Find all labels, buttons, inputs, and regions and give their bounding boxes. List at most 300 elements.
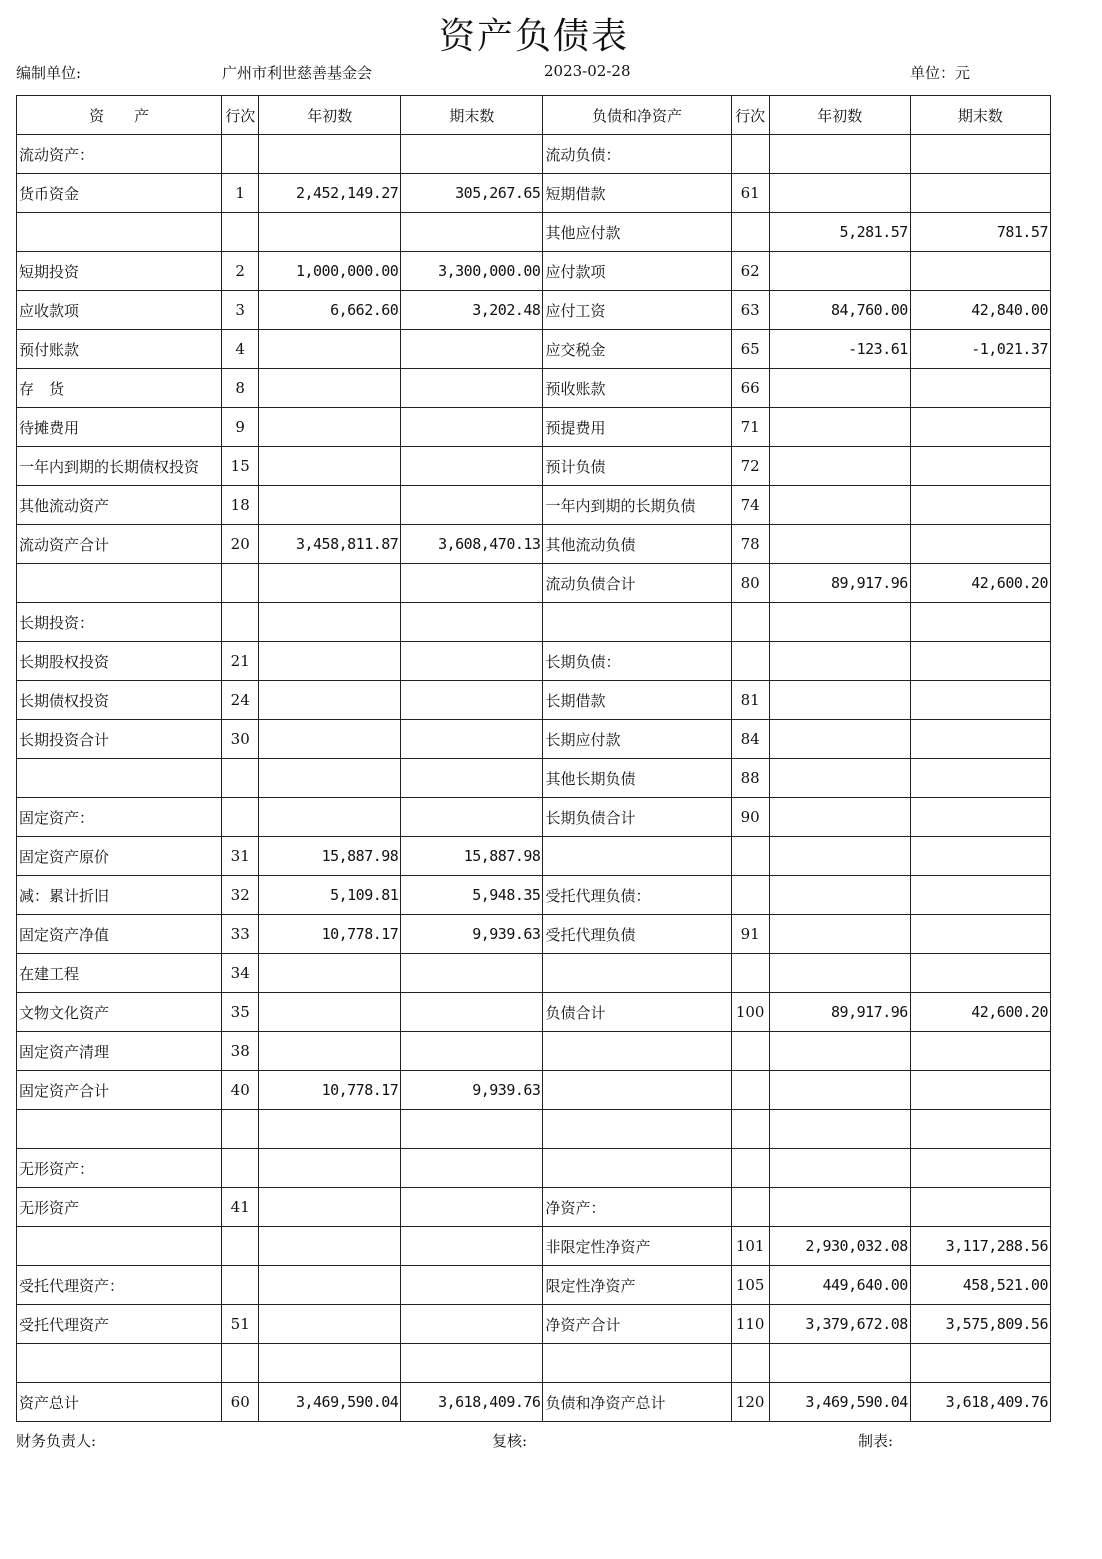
- liability-name-cell: 其他应付款: [543, 213, 731, 252]
- asset-name-cell: 应收款项: [17, 291, 222, 330]
- asset-beginning-cell: 10,778.17: [259, 915, 401, 954]
- liability-ending-cell: [910, 603, 1050, 642]
- table-row: [17, 564, 1051, 603]
- header-assets: 资 产: [17, 96, 222, 135]
- asset-ending-cell: 3,300,000.00: [401, 252, 543, 291]
- liability-line-no-cell: 91: [731, 915, 769, 954]
- liability-line-no-cell: 61: [731, 174, 769, 213]
- asset-ending-cell: 305,267.65: [401, 174, 543, 213]
- asset-name-cell: 资产总计: [17, 1383, 222, 1422]
- liability-beginning-cell: [769, 1344, 910, 1383]
- liability-ending-cell: 42,600.20: [910, 993, 1050, 1032]
- liability-name-cell: 短期借款: [543, 174, 731, 213]
- liability-beginning-cell: [769, 837, 910, 876]
- asset-name-cell: 无形资产: [17, 1188, 222, 1227]
- liability-line-no-cell: 71: [731, 408, 769, 447]
- liability-line-no-cell: 81: [731, 681, 769, 720]
- liability-line-no-cell: [731, 1110, 769, 1149]
- asset-name-cell: [17, 1110, 222, 1149]
- asset-line-no-cell: 24: [222, 681, 259, 720]
- table-row: [17, 369, 1051, 408]
- header-asset-ending: 期末数: [401, 96, 543, 135]
- liability-line-no-cell: [731, 1344, 769, 1383]
- liability-line-no-cell: 120: [731, 1383, 769, 1422]
- liability-line-no-cell: 88: [731, 759, 769, 798]
- liability-beginning-cell: [769, 681, 910, 720]
- asset-beginning-cell: [259, 447, 401, 486]
- liability-name-cell: 预收账款: [543, 369, 731, 408]
- asset-beginning-cell: [259, 720, 401, 759]
- asset-name-cell: 一年内到期的长期债权投资: [17, 447, 222, 486]
- liability-beginning-cell: [769, 603, 910, 642]
- table-row: [17, 1305, 1051, 1344]
- header-asset-beginning: 年初数: [259, 96, 401, 135]
- asset-name-cell: 流动资产合计: [17, 525, 222, 564]
- liability-name-cell: [543, 1344, 731, 1383]
- asset-beginning-cell: 2,452,149.27: [259, 174, 401, 213]
- asset-ending-cell: [401, 1032, 543, 1071]
- liability-beginning-cell: 89,917.96: [769, 564, 910, 603]
- asset-ending-cell: [401, 486, 543, 525]
- liability-beginning-cell: [769, 408, 910, 447]
- asset-name-cell: 固定资产净值: [17, 915, 222, 954]
- liability-beginning-cell: -123.61: [769, 330, 910, 369]
- asset-beginning-cell: [259, 642, 401, 681]
- liability-beginning-cell: [769, 525, 910, 564]
- liability-ending-cell: [910, 1071, 1050, 1110]
- asset-ending-cell: [401, 642, 543, 681]
- asset-line-no-cell: 31: [222, 837, 259, 876]
- liability-ending-cell: [910, 1344, 1050, 1383]
- table-row: [17, 759, 1051, 798]
- liability-beginning-cell: 5,281.57: [769, 213, 910, 252]
- table-row: [17, 330, 1051, 369]
- asset-line-no-cell: 3: [222, 291, 259, 330]
- asset-ending-cell: [401, 447, 543, 486]
- table-row: [17, 1032, 1051, 1071]
- asset-ending-cell: 3,608,470.13: [401, 525, 543, 564]
- asset-line-no-cell: 18: [222, 486, 259, 525]
- asset-name-cell: [17, 1344, 222, 1383]
- liability-line-no-cell: 74: [731, 486, 769, 525]
- liability-name-cell: 长期应付款: [543, 720, 731, 759]
- liability-line-no-cell: [731, 1071, 769, 1110]
- asset-name-cell: 长期股权投资: [17, 642, 222, 681]
- asset-name-cell: 减：累计折旧: [17, 876, 222, 915]
- table-header-row: [17, 96, 1051, 135]
- liability-ending-cell: [910, 135, 1050, 174]
- liability-beginning-cell: [769, 1032, 910, 1071]
- liability-line-no-cell: [731, 954, 769, 993]
- liability-name-cell: 限定性净资产: [543, 1266, 731, 1305]
- liability-name-cell: 一年内到期的长期负债: [543, 486, 731, 525]
- asset-beginning-cell: [259, 1032, 401, 1071]
- asset-name-cell: 文物文化资产: [17, 993, 222, 1032]
- asset-name-cell: 固定资产清理: [17, 1032, 222, 1071]
- table-row: [17, 213, 1051, 252]
- table-row: [17, 876, 1051, 915]
- asset-line-no-cell: 33: [222, 915, 259, 954]
- asset-ending-cell: [401, 213, 543, 252]
- liability-beginning-cell: [769, 174, 910, 213]
- liability-name-cell: [543, 603, 731, 642]
- liability-line-no-cell: 105: [731, 1266, 769, 1305]
- liability-beginning-cell: [769, 447, 910, 486]
- table-row: [17, 1188, 1051, 1227]
- asset-line-no-cell: 41: [222, 1188, 259, 1227]
- asset-line-no-cell: 34: [222, 954, 259, 993]
- liability-line-no-cell: 84: [731, 720, 769, 759]
- table-row: [17, 174, 1051, 213]
- liability-name-cell: 受托代理负债：: [543, 876, 731, 915]
- asset-line-no-cell: [222, 1110, 259, 1149]
- liability-beginning-cell: [769, 252, 910, 291]
- liability-ending-cell: [910, 408, 1050, 447]
- liability-name-cell: 长期负债合计: [543, 798, 731, 837]
- asset-beginning-cell: [259, 603, 401, 642]
- asset-beginning-cell: 6,662.60: [259, 291, 401, 330]
- liability-ending-cell: [910, 1188, 1050, 1227]
- liability-beginning-cell: [769, 876, 910, 915]
- asset-beginning-cell: 1,000,000.00: [259, 252, 401, 291]
- reviewer-label: 复核:: [492, 1432, 528, 1450]
- liability-name-cell: 预计负债: [543, 447, 731, 486]
- table-row: [17, 954, 1051, 993]
- table-row: [17, 798, 1051, 837]
- liability-beginning-cell: 3,379,672.08: [769, 1305, 910, 1344]
- liability-beginning-cell: [769, 369, 910, 408]
- asset-beginning-cell: 10,778.17: [259, 1071, 401, 1110]
- liability-line-no-cell: [731, 1032, 769, 1071]
- asset-beginning-cell: [259, 954, 401, 993]
- liability-beginning-cell: 449,640.00: [769, 1266, 910, 1305]
- liability-ending-cell: [910, 1032, 1050, 1071]
- asset-ending-cell: [401, 1227, 543, 1266]
- asset-name-cell: 预付账款: [17, 330, 222, 369]
- asset-beginning-cell: 5,109.81: [259, 876, 401, 915]
- liability-name-cell: 长期借款: [543, 681, 731, 720]
- liability-ending-cell: 781.57: [910, 213, 1050, 252]
- asset-name-cell: 短期投资: [17, 252, 222, 291]
- asset-name-cell: 受托代理资产：: [17, 1266, 222, 1305]
- asset-ending-cell: 5,948.35: [401, 876, 543, 915]
- liability-name-cell: 应交税金: [543, 330, 731, 369]
- liability-beginning-cell: [769, 954, 910, 993]
- liability-ending-cell: [910, 720, 1050, 759]
- table-row: [17, 720, 1051, 759]
- asset-ending-cell: [401, 1344, 543, 1383]
- liability-ending-cell: [910, 1149, 1050, 1188]
- table-row: [17, 1383, 1051, 1422]
- liability-ending-cell: [910, 837, 1050, 876]
- liability-ending-cell: [910, 369, 1050, 408]
- liability-name-cell: 负债合计: [543, 993, 731, 1032]
- liability-ending-cell: 458,521.00: [910, 1266, 1050, 1305]
- liability-ending-cell: [910, 174, 1050, 213]
- liability-name-cell: 负债和净资产总计: [543, 1383, 731, 1422]
- asset-ending-cell: 9,939.63: [401, 1071, 543, 1110]
- asset-line-no-cell: 4: [222, 330, 259, 369]
- table-row: [17, 1266, 1051, 1305]
- liability-line-no-cell: 78: [731, 525, 769, 564]
- asset-ending-cell: [401, 564, 543, 603]
- liability-line-no-cell: [731, 213, 769, 252]
- liability-line-no-cell: 110: [731, 1305, 769, 1344]
- liability-name-cell: 其他流动负债: [543, 525, 731, 564]
- asset-name-cell: 其他流动资产: [17, 486, 222, 525]
- liability-line-no-cell: [731, 642, 769, 681]
- liability-line-no-cell: 101: [731, 1227, 769, 1266]
- liability-ending-cell: [910, 681, 1050, 720]
- liability-name-cell: 预提费用: [543, 408, 731, 447]
- asset-line-no-cell: 15: [222, 447, 259, 486]
- asset-beginning-cell: 3,458,811.87: [259, 525, 401, 564]
- asset-line-no-cell: [222, 135, 259, 174]
- asset-line-no-cell: 8: [222, 369, 259, 408]
- liability-line-no-cell: [731, 1188, 769, 1227]
- liability-ending-cell: [910, 954, 1050, 993]
- asset-ending-cell: [401, 603, 543, 642]
- org-label: 编制单位:: [16, 64, 82, 82]
- asset-line-no-cell: [222, 603, 259, 642]
- liability-beginning-cell: [769, 1110, 910, 1149]
- liability-ending-cell: 42,840.00: [910, 291, 1050, 330]
- liability-ending-cell: 3,117,288.56: [910, 1227, 1050, 1266]
- liability-line-no-cell: [731, 1149, 769, 1188]
- table-row: [17, 915, 1051, 954]
- liability-ending-cell: [910, 642, 1050, 681]
- liability-name-cell: 受托代理负债: [543, 915, 731, 954]
- table-row: [17, 1071, 1051, 1110]
- liability-beginning-cell: [769, 720, 910, 759]
- liability-name-cell: [543, 1110, 731, 1149]
- liability-beginning-cell: [769, 486, 910, 525]
- asset-beginning-cell: [259, 1344, 401, 1383]
- table-row: [17, 1344, 1051, 1383]
- asset-line-no-cell: 51: [222, 1305, 259, 1344]
- asset-beginning-cell: [259, 1227, 401, 1266]
- asset-line-no-cell: 20: [222, 525, 259, 564]
- asset-beginning-cell: [259, 1110, 401, 1149]
- asset-beginning-cell: [259, 330, 401, 369]
- table-row: [17, 642, 1051, 681]
- header-liabilities: 负债和净资产: [543, 96, 731, 135]
- asset-ending-cell: [401, 1305, 543, 1344]
- liability-name-cell: 应付款项: [543, 252, 731, 291]
- asset-ending-cell: [401, 681, 543, 720]
- asset-line-no-cell: [222, 213, 259, 252]
- asset-beginning-cell: [259, 1188, 401, 1227]
- liability-beginning-cell: [769, 915, 910, 954]
- liability-line-no-cell: [731, 876, 769, 915]
- liability-line-no-cell: [731, 603, 769, 642]
- liability-name-cell: [543, 1032, 731, 1071]
- asset-beginning-cell: [259, 369, 401, 408]
- org-name: 广州市利世慈善基金会: [222, 64, 373, 82]
- asset-beginning-cell: [259, 993, 401, 1032]
- asset-beginning-cell: [259, 135, 401, 174]
- table-row: [17, 408, 1051, 447]
- asset-beginning-cell: 3,469,590.04: [259, 1383, 401, 1422]
- liability-name-cell: 净资产：: [543, 1188, 731, 1227]
- table-row: [17, 837, 1051, 876]
- asset-ending-cell: 3,618,409.76: [401, 1383, 543, 1422]
- liability-ending-cell: 3,575,809.56: [910, 1305, 1050, 1344]
- liability-name-cell: [543, 837, 731, 876]
- asset-ending-cell: [401, 1266, 543, 1305]
- asset-ending-cell: [401, 135, 543, 174]
- asset-line-no-cell: [222, 564, 259, 603]
- liability-beginning-cell: 89,917.96: [769, 993, 910, 1032]
- asset-beginning-cell: [259, 408, 401, 447]
- asset-beginning-cell: [259, 213, 401, 252]
- asset-name-cell: 待摊费用: [17, 408, 222, 447]
- asset-beginning-cell: [259, 1149, 401, 1188]
- table-row: [17, 447, 1051, 486]
- asset-ending-cell: [401, 369, 543, 408]
- liability-line-no-cell: 65: [731, 330, 769, 369]
- asset-ending-cell: 3,202.48: [401, 291, 543, 330]
- liability-name-cell: 流动负债合计: [543, 564, 731, 603]
- table-row: [17, 291, 1051, 330]
- asset-name-cell: 无形资产：: [17, 1149, 222, 1188]
- liability-ending-cell: [910, 447, 1050, 486]
- report-date: 2023-02-28: [544, 62, 631, 80]
- liability-line-no-cell: 90: [731, 798, 769, 837]
- asset-line-no-cell: [222, 759, 259, 798]
- liability-name-cell: 其他长期负债: [543, 759, 731, 798]
- asset-name-cell: 固定资产合计: [17, 1071, 222, 1110]
- asset-name-cell: 固定资产原价: [17, 837, 222, 876]
- liability-ending-cell: -1,021.37: [910, 330, 1050, 369]
- asset-name-cell: 固定资产：: [17, 798, 222, 837]
- liability-name-cell: 应付工资: [543, 291, 731, 330]
- liability-ending-cell: [910, 1110, 1050, 1149]
- table-row: [17, 603, 1051, 642]
- header-liab-line-no: 行次: [731, 96, 769, 135]
- asset-line-no-cell: [222, 1227, 259, 1266]
- liability-name-cell: [543, 1149, 731, 1188]
- liability-name-cell: [543, 1071, 731, 1110]
- page-title: 资产负债表: [438, 16, 629, 57]
- liability-name-cell: 非限定性净资产: [543, 1227, 731, 1266]
- table-row: [17, 1227, 1051, 1266]
- preparer-label: 制表:: [858, 1432, 894, 1450]
- liability-line-no-cell: 63: [731, 291, 769, 330]
- asset-name-cell: 受托代理资产: [17, 1305, 222, 1344]
- asset-ending-cell: [401, 1110, 543, 1149]
- table-row: [17, 1110, 1051, 1149]
- liability-line-no-cell: 62: [731, 252, 769, 291]
- liability-ending-cell: [910, 252, 1050, 291]
- table-row: [17, 252, 1051, 291]
- liability-ending-cell: 42,600.20: [910, 564, 1050, 603]
- table-row: [17, 525, 1051, 564]
- asset-name-cell: 存 货: [17, 369, 222, 408]
- asset-ending-cell: [401, 1149, 543, 1188]
- liability-beginning-cell: 3,469,590.04: [769, 1383, 910, 1422]
- liability-beginning-cell: [769, 135, 910, 174]
- table-row: [17, 993, 1051, 1032]
- header-liab-beginning: 年初数: [769, 96, 910, 135]
- table-row: [17, 1149, 1051, 1188]
- asset-ending-cell: [401, 720, 543, 759]
- liability-ending-cell: [910, 486, 1050, 525]
- liability-name-cell: [543, 954, 731, 993]
- liability-beginning-cell: [769, 1188, 910, 1227]
- asset-beginning-cell: [259, 1305, 401, 1344]
- liability-ending-cell: 3,618,409.76: [910, 1383, 1050, 1422]
- asset-ending-cell: [401, 993, 543, 1032]
- asset-ending-cell: [401, 408, 543, 447]
- asset-line-no-cell: 38: [222, 1032, 259, 1071]
- liability-ending-cell: [910, 525, 1050, 564]
- liability-name-cell: 净资产合计: [543, 1305, 731, 1344]
- asset-line-no-cell: 9: [222, 408, 259, 447]
- table-body: [17, 135, 1051, 1422]
- asset-line-no-cell: [222, 798, 259, 837]
- asset-line-no-cell: [222, 1266, 259, 1305]
- asset-line-no-cell: 1: [222, 174, 259, 213]
- asset-beginning-cell: [259, 681, 401, 720]
- asset-name-cell: 流动资产：: [17, 135, 222, 174]
- asset-beginning-cell: [259, 486, 401, 525]
- asset-line-no-cell: 60: [222, 1383, 259, 1422]
- asset-beginning-cell: [259, 1266, 401, 1305]
- liability-beginning-cell: [769, 798, 910, 837]
- liability-ending-cell: [910, 876, 1050, 915]
- asset-beginning-cell: [259, 564, 401, 603]
- asset-beginning-cell: 15,887.98: [259, 837, 401, 876]
- asset-name-cell: 在建工程: [17, 954, 222, 993]
- asset-name-cell: 长期投资：: [17, 603, 222, 642]
- balance-sheet-table: [16, 95, 1051, 1422]
- asset-line-no-cell: 30: [222, 720, 259, 759]
- liability-beginning-cell: [769, 1071, 910, 1110]
- liability-beginning-cell: [769, 759, 910, 798]
- liability-line-no-cell: [731, 135, 769, 174]
- asset-name-cell: 货币资金: [17, 174, 222, 213]
- liability-name-cell: 流动负债：: [543, 135, 731, 174]
- asset-line-no-cell: 21: [222, 642, 259, 681]
- liability-ending-cell: [910, 915, 1050, 954]
- asset-name-cell: 长期投资合计: [17, 720, 222, 759]
- asset-line-no-cell: [222, 1344, 259, 1383]
- liability-beginning-cell: 84,760.00: [769, 291, 910, 330]
- asset-beginning-cell: [259, 759, 401, 798]
- asset-ending-cell: [401, 1188, 543, 1227]
- currency-unit: 单位：元: [910, 64, 971, 82]
- liability-ending-cell: [910, 798, 1050, 837]
- liability-beginning-cell: 2,930,032.08: [769, 1227, 910, 1266]
- asset-beginning-cell: [259, 798, 401, 837]
- asset-name-cell: [17, 1227, 222, 1266]
- liability-line-no-cell: 72: [731, 447, 769, 486]
- asset-line-no-cell: [222, 1149, 259, 1188]
- asset-ending-cell: 9,939.63: [401, 915, 543, 954]
- table-row: [17, 135, 1051, 174]
- asset-ending-cell: 15,887.98: [401, 837, 543, 876]
- asset-name-cell: 长期债权投资: [17, 681, 222, 720]
- finance-head-label: 财务负责人:: [16, 1432, 97, 1450]
- liability-line-no-cell: [731, 837, 769, 876]
- liability-name-cell: 长期负债：: [543, 642, 731, 681]
- asset-ending-cell: [401, 759, 543, 798]
- header-asset-line-no: 行次: [222, 96, 259, 135]
- asset-ending-cell: [401, 798, 543, 837]
- liability-ending-cell: [910, 759, 1050, 798]
- table-row: [17, 486, 1051, 525]
